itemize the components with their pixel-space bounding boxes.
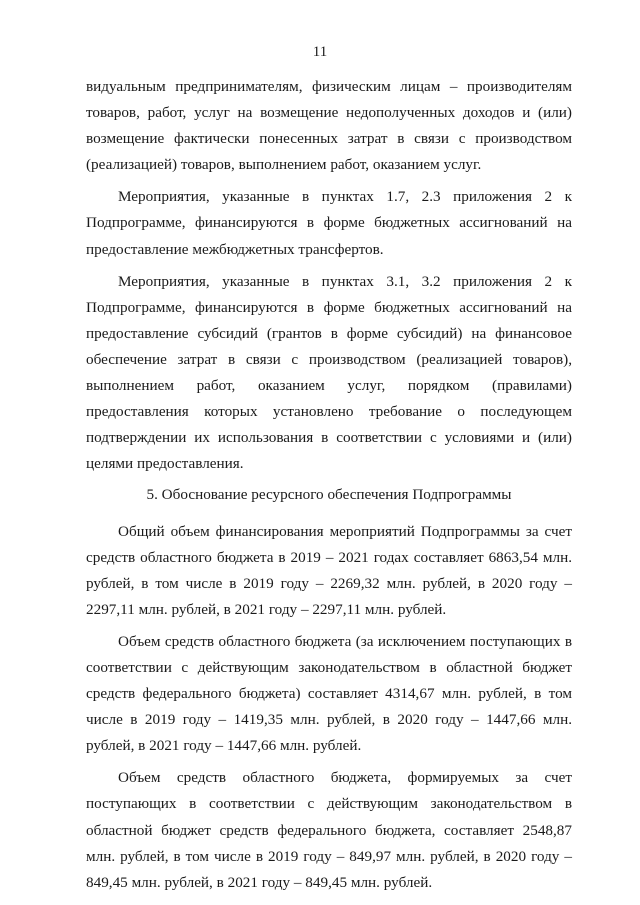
page-number: 11 bbox=[312, 44, 328, 60]
paragraph-continuation: видуальным предпринимателям, физическим лицам – производителям товаров, работ, услуг на возмещение недополученных доходов и (или) возмещение фактически понесенных затрат в связи с производством (реализацией) товаров, выполнением работ, оказанием услуг. bbox=[86, 78, 572, 174]
paragraph-measures-3-1-3-2: Мероприятия, указанные в пунктах 3.1, 3.2 приложения 2 к Подпрограмме, финансируются в форме бюджетных ассигнований на предоставление субсидий (грантов в форме субсидий) на финансовое обеспечение затрат в связи с производством (реализацией товаров), выполнением работ, оказанием услуг, порядком (правилами) предоставления которых установлено требование о последующем подтверждении их использования в соответствии с условиями и (или) целями предоставления. bbox=[86, 272, 572, 473]
paragraph-federal-transfers: Объем средств областного бюджета, формируемых за счет поступающих в соответствии с действующим законодательством в областной бюджет средств федерального бюджета, составляет 2548,87 млн. рублей, в том числе в 2019 году – 849,97 млн. рублей, в 2020 году – 849,45 млн. рублей, в 2021 году – 849,45 млн. рублей. bbox=[86, 769, 572, 891]
document-body bbox=[86, 74, 572, 896]
paragraph-measures-1-7-2-3: Мероприятия, указанные в пунктах 1.7, 2.3 приложения 2 к Подпрограмме, финансируются в форме бюджетных ассигнований на предоставление межбюджетных трансфертов. bbox=[86, 188, 572, 258]
section-heading: 5. Обоснование ресурсного обеспечения Подпрограммы bbox=[146, 486, 512, 504]
paragraph-total-funding: Общий объем финансирования мероприятий Подпрограммы за счет средств областного бюджета в 2019 – 2021 годах составляет 6863,54 млн. рублей, в том числе в 2019 году – 2269,32 млн. рублей, в 2020 году – 2297,11 млн. рублей, в 2021 году – 2297,11 млн. рублей. bbox=[86, 522, 572, 618]
paragraph-regional-budget: Объем средств областного бюджета (за исключением поступающих в соответствии с действующим законодательством в областной бюджет средств федерального бюджета) составляет 4314,67 млн. рублей, в том числе в 2019 году – 1419,35 млн. рублей, в 2020 году – 1447,66 млн. рублей, в 2021 году – 1447,66 млн. рублей. bbox=[86, 632, 572, 755]
